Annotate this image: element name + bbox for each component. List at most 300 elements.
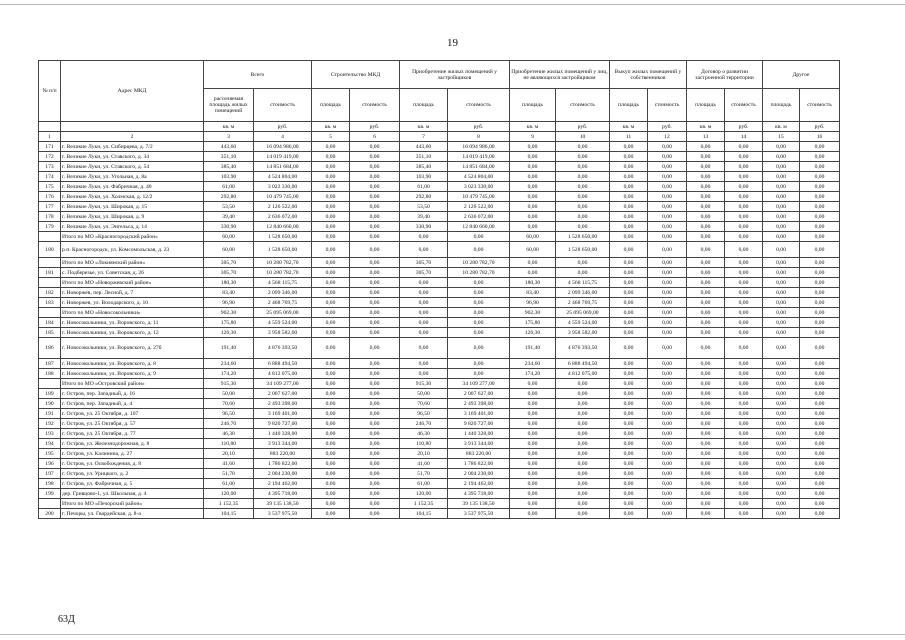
row-number: 173 bbox=[39, 162, 61, 172]
row-value: 4 568 115,75 bbox=[556, 278, 610, 288]
row-value: 0,00 bbox=[725, 242, 763, 258]
row-value: 0,00 bbox=[312, 419, 350, 429]
row-value: 0,00 bbox=[725, 278, 763, 288]
row-value: 0,00 bbox=[350, 379, 400, 389]
row-value: 10 280 782,70 bbox=[448, 258, 510, 268]
column-number: 11 bbox=[610, 132, 648, 142]
row-value: 0,00 bbox=[610, 509, 648, 519]
row-value: 0,00 bbox=[312, 338, 350, 359]
row-value: 0,00 bbox=[312, 142, 350, 152]
row-value: 0,00 bbox=[510, 499, 556, 509]
row-value: 0,00 bbox=[312, 369, 350, 379]
header-group-other: Другое bbox=[763, 61, 840, 89]
row-value: 0,00 bbox=[763, 328, 800, 338]
row-value: 14 019 419,00 bbox=[448, 152, 510, 162]
row-value: 2 194 462,00 bbox=[448, 479, 510, 489]
row-value: 2 126 522,00 bbox=[254, 202, 312, 212]
row-address: Итого по МО «Локнянский район» bbox=[61, 258, 204, 268]
subheader-total-cost: стоимость bbox=[254, 89, 312, 122]
row-value: 0,00 bbox=[556, 439, 610, 449]
row-value: 0,00 bbox=[648, 278, 687, 288]
row-value: 0,00 bbox=[763, 278, 800, 288]
row-address: р.п. Красногородск, ул. Комсомольская, д. 23 bbox=[61, 242, 204, 258]
row-value: 0,00 bbox=[556, 152, 610, 162]
row-value: 0,00 bbox=[648, 192, 687, 202]
row-value: 0,00 bbox=[763, 192, 800, 202]
row-address: г. Остров, ул. 25 Октября, д. 57 bbox=[61, 419, 204, 429]
unit-cost: руб. bbox=[254, 122, 312, 132]
row-value: 0,00 bbox=[510, 172, 556, 182]
row-value: 0,00 bbox=[725, 338, 763, 359]
row-value: 120,00 bbox=[204, 489, 254, 499]
row-value: 60,00 bbox=[510, 232, 556, 242]
table-row bbox=[39, 142, 840, 152]
unit-cost: руб. bbox=[350, 122, 400, 132]
row-address: г. Остров, ул. 25 Октября, д. 107 bbox=[61, 409, 204, 419]
row-value: 96,90 bbox=[204, 298, 254, 308]
page-number: 19 bbox=[447, 37, 458, 49]
table-row bbox=[39, 328, 840, 338]
row-value: 0,00 bbox=[687, 449, 725, 459]
row-value: 0,00 bbox=[350, 172, 400, 182]
row-value: 0,00 bbox=[648, 409, 687, 419]
row-value: 61,00 bbox=[400, 479, 448, 489]
table-row bbox=[39, 439, 840, 449]
row-value: 0,00 bbox=[510, 409, 556, 419]
row-value: 1 152,35 bbox=[204, 499, 254, 509]
row-value: 0,00 bbox=[556, 162, 610, 172]
row-value: 0,00 bbox=[800, 142, 840, 152]
row-value: 0,00 bbox=[725, 142, 763, 152]
row-value: 41,60 bbox=[204, 459, 254, 469]
row-value: 16 094 986,00 bbox=[254, 142, 312, 152]
row-value: 305,70 bbox=[400, 258, 448, 268]
row-value: 0,00 bbox=[556, 499, 610, 509]
row-value: 20,10 bbox=[400, 449, 448, 459]
row-number: 192 bbox=[39, 419, 61, 429]
row-value: 0,00 bbox=[350, 288, 400, 298]
column-number: 8 bbox=[448, 132, 510, 142]
row-value: 0,00 bbox=[763, 212, 800, 222]
row-value: 0,00 bbox=[350, 202, 400, 212]
row-value: 0,00 bbox=[763, 298, 800, 308]
row-value: 0,00 bbox=[312, 222, 350, 232]
row-value: 0,00 bbox=[800, 182, 840, 192]
row-address: Итого по МО «Островский район» bbox=[61, 379, 204, 389]
row-value: 0,00 bbox=[800, 359, 840, 369]
row-address: г. Остров, пер. Западный, д. 16 bbox=[61, 389, 204, 399]
row-value: 0,00 bbox=[648, 399, 687, 409]
row-value: 0,00 bbox=[400, 242, 448, 258]
row-value: 0,00 bbox=[400, 318, 448, 328]
row-value: 0,00 bbox=[350, 212, 400, 222]
row-value: 61,00 bbox=[204, 479, 254, 489]
row-value: 0,00 bbox=[312, 509, 350, 519]
row-address: г. Новоржев, ул. Володарского, д. 10 bbox=[61, 298, 204, 308]
row-value: 0,00 bbox=[687, 429, 725, 439]
row-value: 0,00 bbox=[648, 338, 687, 359]
row-value: 0,00 bbox=[510, 379, 556, 389]
scan-bottom-edge bbox=[0, 634, 905, 635]
row-value: 0,00 bbox=[763, 222, 800, 232]
row-value: 0,00 bbox=[556, 172, 610, 182]
table-row bbox=[39, 182, 840, 192]
row-value: 0,00 bbox=[725, 389, 763, 399]
row-number: 178 bbox=[39, 212, 61, 222]
row-value: 0,00 bbox=[763, 499, 800, 509]
row-value: 0,00 bbox=[610, 379, 648, 389]
column-number: 3 bbox=[204, 132, 254, 142]
row-value: 0,00 bbox=[556, 379, 610, 389]
row-value: 2 007 627,00 bbox=[448, 389, 510, 399]
row-value: 0,00 bbox=[350, 469, 400, 479]
row-value: 0,00 bbox=[556, 419, 610, 429]
row-value: 0,00 bbox=[687, 328, 725, 338]
row-value: 12 840 660,00 bbox=[254, 222, 312, 232]
row-value: 41,60 bbox=[400, 459, 448, 469]
row-value: 0,00 bbox=[350, 338, 400, 359]
row-value: 0,00 bbox=[448, 278, 510, 288]
row-value: 0,00 bbox=[763, 318, 800, 328]
row-value: 0,00 bbox=[648, 318, 687, 328]
row-value: 0,00 bbox=[610, 182, 648, 192]
row-value: 0,00 bbox=[510, 202, 556, 212]
row-value: 0,00 bbox=[648, 288, 687, 298]
row-value: 0,00 bbox=[510, 192, 556, 202]
row-number bbox=[39, 308, 61, 318]
row-value: 0,00 bbox=[350, 499, 400, 509]
row-value: 0,00 bbox=[350, 182, 400, 192]
row-value: 180,30 bbox=[204, 278, 254, 288]
row-value: 14 851 684,00 bbox=[448, 162, 510, 172]
row-address: г. Великие Луки, ул. Широкая, д. 15 bbox=[61, 202, 204, 212]
row-value: 0,00 bbox=[648, 212, 687, 222]
row-address: г. Новосокольники, ул. Воровского, д. 8 bbox=[61, 359, 204, 369]
row-value: 0,00 bbox=[725, 192, 763, 202]
row-value: 0,00 bbox=[800, 222, 840, 232]
row-value: 0,00 bbox=[800, 328, 840, 338]
row-value: 0,00 bbox=[312, 212, 350, 222]
row-value: 0,00 bbox=[448, 232, 510, 242]
row-value: 0,00 bbox=[312, 489, 350, 499]
row-value: 0,00 bbox=[510, 419, 556, 429]
row-value: 0,00 bbox=[725, 298, 763, 308]
row-value: 0,00 bbox=[610, 479, 648, 489]
row-value: 191,40 bbox=[510, 338, 556, 359]
row-number: 197 bbox=[39, 469, 61, 479]
row-value: 0,00 bbox=[350, 318, 400, 328]
row-value: 96,50 bbox=[400, 409, 448, 419]
row-value: 1 786 822,00 bbox=[448, 459, 510, 469]
table-row bbox=[39, 172, 840, 182]
row-value: 0,00 bbox=[687, 212, 725, 222]
row-value: 0,00 bbox=[610, 308, 648, 318]
table-row bbox=[39, 288, 840, 298]
subheader-cost: стоимость bbox=[448, 89, 510, 122]
row-address: дер. Гривцово-1, ул. Школьная, д. 4 bbox=[61, 489, 204, 499]
row-value: 0,00 bbox=[350, 459, 400, 469]
row-value: 2 004 230,00 bbox=[448, 469, 510, 479]
table-row bbox=[39, 489, 840, 499]
row-value: 0,00 bbox=[400, 369, 448, 379]
row-value: 0,00 bbox=[312, 258, 350, 268]
row-value: 0,00 bbox=[312, 278, 350, 288]
row-value: 0,00 bbox=[350, 449, 400, 459]
row-value: 0,00 bbox=[610, 222, 648, 232]
row-value: 10 280 782,70 bbox=[254, 258, 312, 268]
unit-area: кв. м bbox=[204, 122, 254, 132]
row-value: 34 109 277,00 bbox=[254, 379, 312, 389]
row-number: 200 bbox=[39, 509, 61, 519]
row-address: Итого по МО «Новоржевский район» bbox=[61, 278, 204, 288]
row-number: 196 bbox=[39, 459, 61, 469]
row-value: 0,00 bbox=[763, 268, 800, 278]
row-value: 0,00 bbox=[763, 152, 800, 162]
row-value: 0,00 bbox=[610, 439, 648, 449]
row-value: 0,00 bbox=[687, 172, 725, 182]
row-value: 0,00 bbox=[350, 489, 400, 499]
row-address: г. Новосокольники, ул. Воровского, д. 12 bbox=[61, 328, 204, 338]
row-value: 60,00 bbox=[510, 242, 556, 258]
row-value: 70,60 bbox=[204, 399, 254, 409]
row-value: 0,00 bbox=[610, 369, 648, 379]
row-value: 0,00 bbox=[725, 152, 763, 162]
row-value: 0,00 bbox=[448, 359, 510, 369]
row-value: 0,00 bbox=[687, 399, 725, 409]
row-value: 10 479 745,00 bbox=[448, 192, 510, 202]
row-value: 4 559 524,00 bbox=[254, 318, 312, 328]
row-value: 0,00 bbox=[312, 469, 350, 479]
row-number: 174 bbox=[39, 172, 61, 182]
row-value: 0,00 bbox=[687, 419, 725, 429]
row-value: 0,00 bbox=[400, 308, 448, 318]
row-value: 0,00 bbox=[800, 152, 840, 162]
row-value: 0,00 bbox=[312, 399, 350, 409]
row-value: 0,00 bbox=[448, 298, 510, 308]
row-value: 0,00 bbox=[725, 258, 763, 268]
row-value: 0,00 bbox=[610, 298, 648, 308]
table-row bbox=[39, 429, 840, 439]
table-row bbox=[39, 202, 840, 212]
row-value: 174,20 bbox=[510, 369, 556, 379]
row-value: 0,00 bbox=[610, 258, 648, 268]
scan-top-edge bbox=[0, 4, 905, 5]
unit-cost: руб. bbox=[800, 122, 840, 132]
row-value: 6 888 494,50 bbox=[254, 359, 312, 369]
row-value: 0,00 bbox=[312, 439, 350, 449]
row-value: 0,00 bbox=[725, 318, 763, 328]
subheader-resettled-area: расселяемая площадь жилых помещений bbox=[204, 89, 254, 122]
row-value: 2 636 072,00 bbox=[254, 212, 312, 222]
row-value: 305,70 bbox=[400, 268, 448, 278]
row-value: 0,00 bbox=[687, 278, 725, 288]
row-value: 6 888 494,50 bbox=[556, 359, 610, 369]
row-address: Итого по МО «Новосокольники» bbox=[61, 308, 204, 318]
row-value: 0,00 bbox=[725, 328, 763, 338]
row-value: 1 440 328,00 bbox=[254, 429, 312, 439]
subheader-area: площадь bbox=[610, 89, 648, 122]
row-number: 194 bbox=[39, 439, 61, 449]
column-number: 14 bbox=[725, 132, 763, 142]
row-value: 0,00 bbox=[725, 379, 763, 389]
row-value: 0,00 bbox=[725, 369, 763, 379]
row-value: 0,00 bbox=[687, 258, 725, 268]
row-value: 0,00 bbox=[610, 419, 648, 429]
row-address: г. Остров, ул. Урицкого, д. 2 bbox=[61, 469, 204, 479]
row-value: 0,00 bbox=[763, 258, 800, 268]
row-value: 51,70 bbox=[400, 469, 448, 479]
row-value: 0,00 bbox=[763, 399, 800, 409]
row-value: 4 812 075,00 bbox=[254, 369, 312, 379]
row-value: 0,00 bbox=[687, 379, 725, 389]
row-value: 0,00 bbox=[725, 288, 763, 298]
row-value: 0,00 bbox=[687, 222, 725, 232]
row-value: 0,00 bbox=[763, 429, 800, 439]
table-row bbox=[39, 389, 840, 399]
row-value: 0,00 bbox=[725, 232, 763, 242]
row-value: 0,00 bbox=[725, 399, 763, 409]
row-value: 0,00 bbox=[400, 288, 448, 298]
row-value: 2 007 627,00 bbox=[254, 389, 312, 399]
table-row bbox=[39, 359, 840, 369]
unit-area: кв. м bbox=[400, 122, 448, 132]
header-group-developer-purchase: Приобретение жилых помещений у застройщиков bbox=[400, 61, 510, 89]
row-value: 0,00 bbox=[312, 389, 350, 399]
row-value: 0,00 bbox=[800, 409, 840, 419]
row-value: 0,00 bbox=[648, 172, 687, 182]
row-number bbox=[39, 499, 61, 509]
row-value: 103,90 bbox=[204, 172, 254, 182]
row-value: 0,00 bbox=[725, 459, 763, 469]
row-value: 0,00 bbox=[800, 162, 840, 172]
row-value: 0,00 bbox=[350, 399, 400, 409]
row-value: 0,00 bbox=[763, 419, 800, 429]
row-address: г. Великие Луки, ул. Энгельса, д. 14 bbox=[61, 222, 204, 232]
row-value: 0,00 bbox=[800, 459, 840, 469]
row-value: 1 528 650,00 bbox=[556, 232, 610, 242]
row-value: 0,00 bbox=[763, 379, 800, 389]
row-number: 189 bbox=[39, 389, 61, 399]
row-value: 180,30 bbox=[510, 278, 556, 288]
column-number: 15 bbox=[763, 132, 800, 142]
row-value: 0,00 bbox=[556, 429, 610, 439]
row-value: 0,00 bbox=[800, 212, 840, 222]
header-row-column-numbers bbox=[39, 132, 840, 142]
row-value: 0,00 bbox=[556, 222, 610, 232]
column-number: 16 bbox=[800, 132, 840, 142]
row-value: 0,00 bbox=[763, 479, 800, 489]
row-value: 0,00 bbox=[312, 409, 350, 419]
row-value: 0,00 bbox=[648, 429, 687, 439]
row-value: 0,00 bbox=[556, 449, 610, 459]
row-value: 0,00 bbox=[648, 328, 687, 338]
column-number: 12 bbox=[648, 132, 687, 142]
row-value: 0,00 bbox=[800, 469, 840, 479]
row-value: 10 280 782,70 bbox=[448, 268, 510, 278]
row-value: 0,00 bbox=[648, 142, 687, 152]
row-value: 1 152,35 bbox=[400, 499, 448, 509]
row-value: 0,00 bbox=[800, 399, 840, 409]
row-value: 4 559 524,00 bbox=[556, 318, 610, 328]
row-value: 0,00 bbox=[610, 318, 648, 328]
row-value: 0,00 bbox=[648, 509, 687, 519]
table-row bbox=[39, 152, 840, 162]
row-number: 185 bbox=[39, 328, 61, 338]
row-value: 0,00 bbox=[350, 509, 400, 519]
row-value: 305,70 bbox=[204, 268, 254, 278]
row-value: 0,00 bbox=[510, 489, 556, 499]
row-value: 3 537 975,50 bbox=[448, 509, 510, 519]
column-number: 10 bbox=[556, 132, 610, 142]
row-value: 0,00 bbox=[448, 338, 510, 359]
row-value: 0,00 bbox=[610, 449, 648, 459]
row-value: 110,80 bbox=[204, 439, 254, 449]
row-number: 182 bbox=[39, 288, 61, 298]
row-value: 0,00 bbox=[648, 459, 687, 469]
row-value: 96,50 bbox=[204, 409, 254, 419]
row-value: 39,40 bbox=[400, 212, 448, 222]
row-value: 0,00 bbox=[556, 212, 610, 222]
row-value: 0,00 bbox=[725, 429, 763, 439]
row-value: 0,00 bbox=[687, 242, 725, 258]
row-value: 0,00 bbox=[350, 308, 400, 318]
row-value: 0,00 bbox=[510, 162, 556, 172]
row-address: г. Остров, ул. Железнодорожная, д. 8 bbox=[61, 439, 204, 449]
row-value: 0,00 bbox=[556, 202, 610, 212]
subheader-cost: стоимость bbox=[350, 89, 400, 122]
row-value: 0,00 bbox=[312, 449, 350, 459]
row-value: 4 524 804,00 bbox=[254, 172, 312, 182]
row-value: 305,70 bbox=[204, 258, 254, 268]
subheader-area: площадь bbox=[400, 89, 448, 122]
row-value: 1 786 822,00 bbox=[254, 459, 312, 469]
row-value: 0,00 bbox=[725, 479, 763, 489]
row-value: 39 135 138,50 bbox=[254, 499, 312, 509]
row-value: 4 568 115,75 bbox=[254, 278, 312, 288]
row-value: 0,00 bbox=[687, 459, 725, 469]
row-value: 0,00 bbox=[763, 459, 800, 469]
row-value: 351,10 bbox=[204, 152, 254, 162]
subheader-cost: стоимость bbox=[800, 89, 840, 122]
row-value: 0,00 bbox=[610, 242, 648, 258]
table-row bbox=[39, 298, 840, 308]
row-value: 234,60 bbox=[510, 359, 556, 369]
row-address: г. Великие Луки, ул. Широкая, д. 9 bbox=[61, 212, 204, 222]
table-row bbox=[39, 338, 840, 359]
table-row bbox=[39, 162, 840, 172]
row-value: 9 820 727,00 bbox=[448, 419, 510, 429]
row-value: 3 023 330,00 bbox=[254, 182, 312, 192]
housing-program-table bbox=[38, 60, 840, 519]
row-value: 0,00 bbox=[800, 389, 840, 399]
row-value: 883 220,00 bbox=[448, 449, 510, 459]
row-value: 0,00 bbox=[610, 278, 648, 288]
row-address: г. Великие Луки, ул. Угольная, д. 8а bbox=[61, 172, 204, 182]
row-value: 0,00 bbox=[763, 369, 800, 379]
row-value: 0,00 bbox=[556, 459, 610, 469]
row-value: 0,00 bbox=[648, 359, 687, 369]
row-value: 0,00 bbox=[648, 489, 687, 499]
row-value: 0,00 bbox=[510, 389, 556, 399]
row-value: 4 395 718,00 bbox=[448, 489, 510, 499]
row-value: 0,00 bbox=[800, 242, 840, 258]
subtotal-row bbox=[39, 499, 840, 509]
row-value: 0,00 bbox=[510, 212, 556, 222]
row-value: 0,00 bbox=[350, 258, 400, 268]
row-value: 246,70 bbox=[204, 419, 254, 429]
row-value: 0,00 bbox=[312, 429, 350, 439]
row-value: 0,00 bbox=[312, 318, 350, 328]
